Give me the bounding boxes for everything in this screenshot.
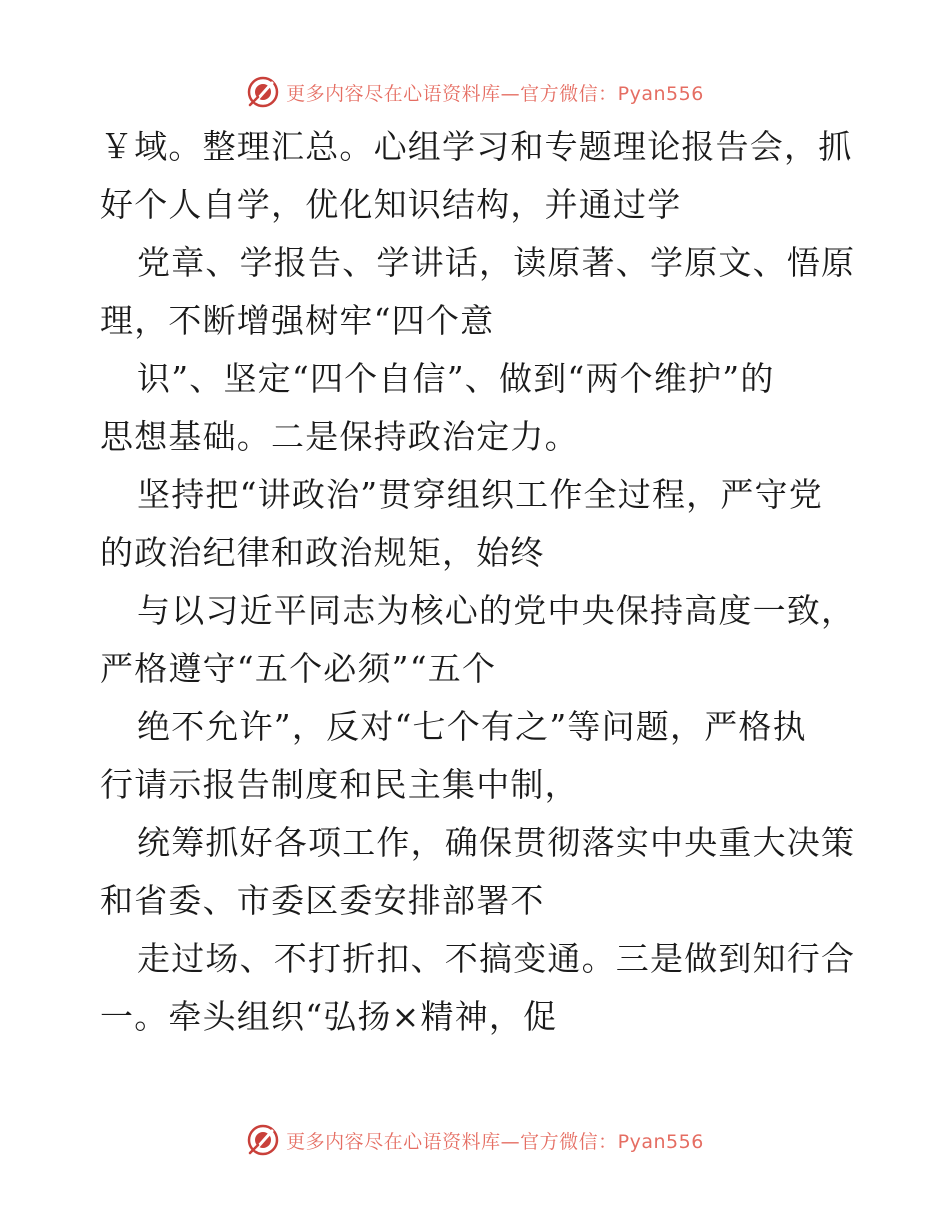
text-line: 识”、坚定“四个自信”、做到“两个维护”的	[137, 359, 775, 398]
watermark-header	[0, 72, 950, 112]
logo-icon	[246, 75, 280, 109]
text-line: 一。牵头组织“弘扬×精神，促	[100, 997, 558, 1036]
text-line: 理，不断增强树牢“四个意	[100, 301, 495, 340]
watermark-text: 更多内容尽在心语资料库—官方微信：Pyan556	[286, 1130, 704, 1153]
text-line: 思想基础。二是保持政治定力。	[100, 417, 579, 456]
text-line: 坚持把“讲政治”贯穿组织工作全过程，严守党	[137, 475, 823, 514]
text-line: 统筹抓好各项工作，确保贯彻落实中央重大决策	[137, 823, 856, 862]
text-line: 党章、学报告、学讲话，读原著、学原文、悟原	[137, 243, 856, 282]
text-line: 严格遵守“五个必须”“五个	[100, 649, 497, 688]
text-line: 走过场、不打折扣、不搞变通。三是做到知行合	[137, 939, 856, 978]
text-line: 好个人自学，优化知识结构，并通过学	[100, 185, 682, 224]
text-line: 和省委、市委区委安排部署不	[100, 881, 545, 920]
text-line: 行请示报告制度和民主集中制，	[100, 765, 579, 804]
watermark-footer	[0, 1120, 950, 1160]
text-line: 的政治纪律和政治规矩，始终	[100, 533, 545, 572]
text-line: ￥域。整理汇总。心组学习和专题理论报告会，抓	[100, 127, 853, 166]
document-body	[100, 118, 860, 1046]
text-line: 绝不允许”，反对“七个有之”等问题，严格执	[137, 707, 807, 746]
text-line: 与以习近平同志为核心的党中央保持高度一致，	[137, 591, 856, 630]
watermark-text: 更多内容尽在心语资料库—官方微信：Pyan556	[286, 82, 704, 105]
logo-icon	[246, 1123, 280, 1157]
